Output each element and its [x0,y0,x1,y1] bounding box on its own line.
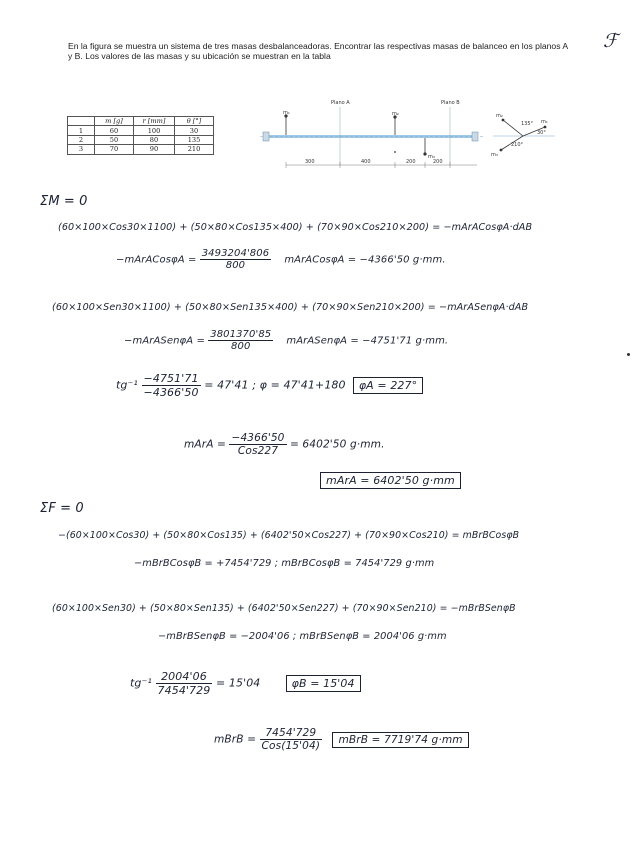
table-header-cell: m [g] [95,117,134,126]
moment-heading: ΣM = 0 [40,194,88,209]
table-cell: 70 [95,145,134,154]
table-cell: 50 [95,135,134,144]
moment-eq2-result: mArACosφA = −4366'50 g·mm. [284,254,446,266]
dim-label: 200 [406,159,416,165]
fraction [260,727,323,752]
phi-b-result-box: φB = 15'04 [286,675,361,692]
mara-result-box: mArA = 6402'50 g·mm [320,472,461,489]
table-cell: 3 [68,145,95,154]
tg-result: = 15'04 [215,676,261,690]
vector-m1-dot [544,126,547,129]
vector-m3-label: m₃ [491,152,498,158]
table-row [68,145,214,154]
moment-eq4-lhs: −mArASenφA = [124,335,205,347]
angle-label: 135° [521,121,534,127]
table-cell: 1 [68,126,95,135]
dim-label: 200 [433,159,443,165]
angle-label: 30° [537,130,546,136]
fraction-numerator: 2004'06 [156,670,213,684]
plane-a-label: Plano A [331,100,350,106]
table-cell: 30 [175,126,214,135]
bearing-left [263,132,269,141]
table-cell: 135 [175,135,214,144]
table-cell: 80 [134,135,175,144]
fraction-denominator: Cos(15'04) [261,740,321,752]
table-row [68,126,214,135]
fraction [200,248,271,271]
problem-statement [68,41,568,62]
moment-eq4-result: mArASenφA = −4751'71 g·mm. [286,335,449,347]
tg-result: = 47'41 ; φ = 47'41+180 [204,378,346,392]
table-header-cell: r [mm] [134,117,175,126]
shaft-diagram [255,95,555,175]
tg-label: tg⁻¹ [116,378,138,392]
table-header-cell [68,117,95,126]
table-cell: 100 [134,126,175,135]
moment-eq2 [116,248,446,271]
force-eq1: −(60×100×Cos30) + (50×80×Cos135) + (6402'50×Cos227) + (70×90×Cos210) = mBrBCosφB [58,530,520,541]
fraction-numerator: 7454'729 [260,727,323,740]
table-cell: 60 [95,126,134,135]
table-header-cell: θ [°] [175,117,214,126]
mbrb-lhs: mBrB = [214,733,257,746]
mbrb-line [214,727,469,752]
dim-label: 300 [305,159,315,165]
bearing-right [472,132,478,141]
fraction-numerator: −4751'71 [143,372,199,385]
corner-signature-mark: ℱ [603,30,618,52]
mara-line [184,432,385,457]
fraction [229,432,286,457]
fraction [142,372,201,399]
fraction [156,670,213,697]
table-header-row [68,117,214,126]
fraction-denominator: 7454'729 [157,684,211,697]
force-heading: ΣF = 0 [40,501,84,516]
table-row [68,135,214,144]
fraction-numerator: 3493204'806 [201,248,270,259]
moment-eq3: (60×100×Sen30×1100) + (50×80×Sen135×400) + (70×90×Sen210×200) = −mArASenφA·dAB [52,302,529,313]
vector-m1-label: m₁ [541,119,548,125]
force-tg-line [130,670,361,697]
mbrb-result-box: mBrB = 7719'74 g·mm [332,732,468,748]
dim-label: 400 [361,159,371,165]
table-cell: 2 [68,135,95,144]
tg-label: tg⁻¹ [130,676,152,690]
mara-result: = 6402'50 g·mm. [289,438,385,451]
stray-dot [627,353,630,356]
mass3-dot [423,152,426,155]
fraction-denominator: −4366'50 [143,386,199,399]
moment-eq4 [124,329,448,352]
plane-b-label: Plano B [441,100,460,106]
vector-m2-label: m₂ [496,113,503,119]
moment-tg-line [116,372,423,399]
phi-a-result-box: φA = 227° [353,377,423,394]
fraction-numerator: −4366'50 [231,432,285,444]
fraction [208,329,273,352]
mass2-label: m₂ [392,111,399,117]
fraction-denominator: Cos227 [237,445,279,457]
masses-table [67,116,214,155]
force-eq4: −mBrBSenφB = −2004'06 ; mBrBSenφB = 2004'06 g·mm [158,631,447,642]
force-eq3: (60×100×Sen30) + (50×80×Sen135) + (6402'50×Sen227) + (70×90×Sen210) = −mBrBSenφB [52,603,516,614]
vector-m2-dot [502,119,505,122]
angle-label: 210° [511,142,524,148]
problem-text: En la figura se muestra un sistema de tres masas desbalanceadoras. Encontrar las respectivas masas de balanceo en los planos A y B. Los valores de las masas y su ubicación se muestran en la tabla [68,41,568,62]
moment-eq1: (60×100×Cos30×1100) + (50×80×Cos135×400) + (70×90×Cos210×200) = −mArACosφA·dAB [58,222,533,233]
fraction-numerator: 3801370'85 [210,329,272,340]
mara-lhs: mArA = [184,438,227,451]
mass3-label: m₃ [428,154,435,160]
center-mark [394,151,396,153]
mass1-label: m₁ [283,110,290,116]
fraction-denominator: 800 [231,341,251,352]
mara-box-wrap [320,474,461,487]
table-cell: 90 [134,145,175,154]
vector-m3-dot [500,149,503,152]
moment-eq2-lhs: −mArACosφA = [116,254,197,266]
vector-m2 [503,120,523,136]
table-cell: 210 [175,145,214,154]
force-eq2: −mBrBCosφB = +7454'729 ; mBrBCosφB = 7454'729 g·mm [134,558,435,569]
fraction-denominator: 800 [225,260,246,271]
